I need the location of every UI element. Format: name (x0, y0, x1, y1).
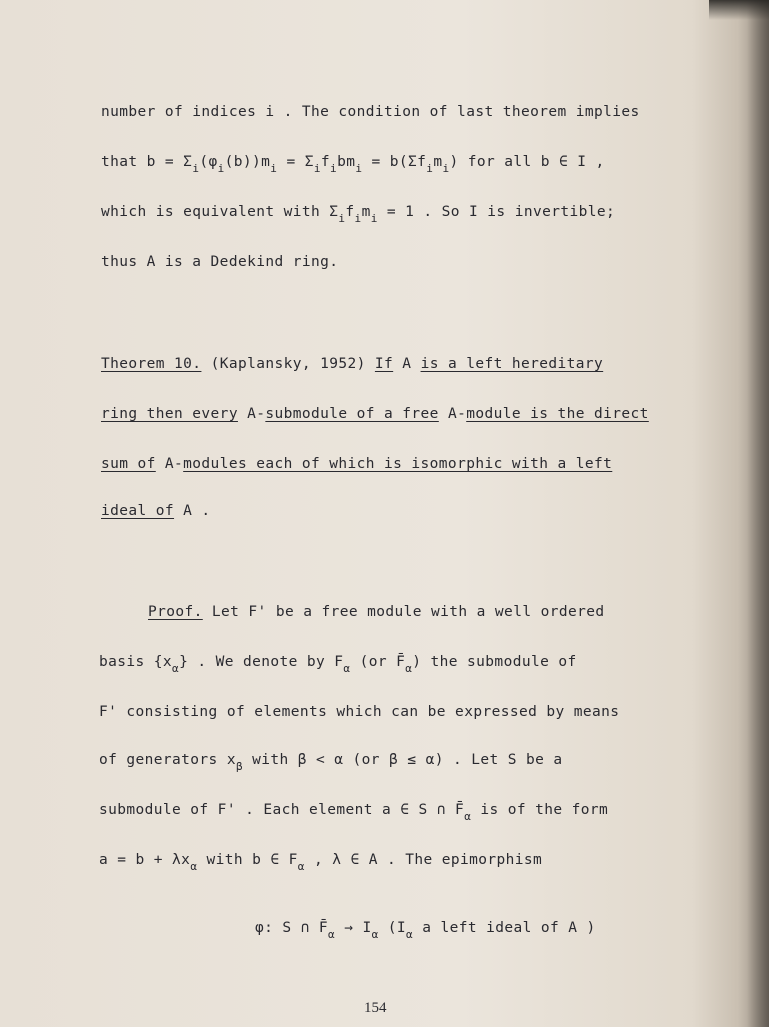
epimorphism-formula: φ: S ∩ $F̄_\alpha \to I_\alpha$ ($I_\alpha$ a left ideal of A ) (255, 920, 596, 941)
proof-line-1: Proof. Let F' be a free module with a well ordered (148, 604, 605, 620)
proof-line-5: submodule of F' . Each element a ∈ S ∩ $F̄_\alpha$ is of the form (99, 802, 609, 823)
theorem-line-2: ring then every A-submodule of a free A-module is the direct (101, 406, 649, 422)
corner-shadow (709, 0, 769, 20)
text-line-1: number of indices i . The condition of last theorem implies (101, 104, 640, 120)
proof-line-4: of generators $x_\beta$ with β < α (or β ≤ α) . Let S be a (99, 752, 563, 773)
page-edge-shadow (747, 0, 769, 1027)
text-line-3: which is equivalent with $\Sigma_if_im_i = 1$ . So I is invertible; (101, 204, 616, 225)
text-line-4: thus A is a Dedekind ring. (101, 254, 339, 270)
theorem-line-4: ideal of A . (101, 503, 211, 519)
proof-line-3: F' consisting of elements which can be expressed by means (99, 704, 620, 720)
theorem-heading: Theorem 10. (Kaplansky, 1952) If A is a left hereditary (101, 356, 604, 372)
theorem-line-3: sum of A-modules each of which is isomorphic with a left (101, 456, 613, 472)
text-line-2: that $b = \Sigma_i(\varphi_i(b))m_i = \Sigma_if_ibm_i = b(\Sigma f_im_i)$ for all b ∈ I , (101, 154, 605, 175)
proof-line-2: basis $\{x_\alpha\}$ . We denote by $F_\alpha$ (or $F̄_\alpha$) the submodule of (99, 654, 577, 675)
page-number: 154 (364, 1000, 387, 1016)
proof-line-6: $a = b + \lambda x_\alpha$ with b ∈ $F_\alpha$ , λ ∈ A . The epimorphism (99, 852, 543, 873)
